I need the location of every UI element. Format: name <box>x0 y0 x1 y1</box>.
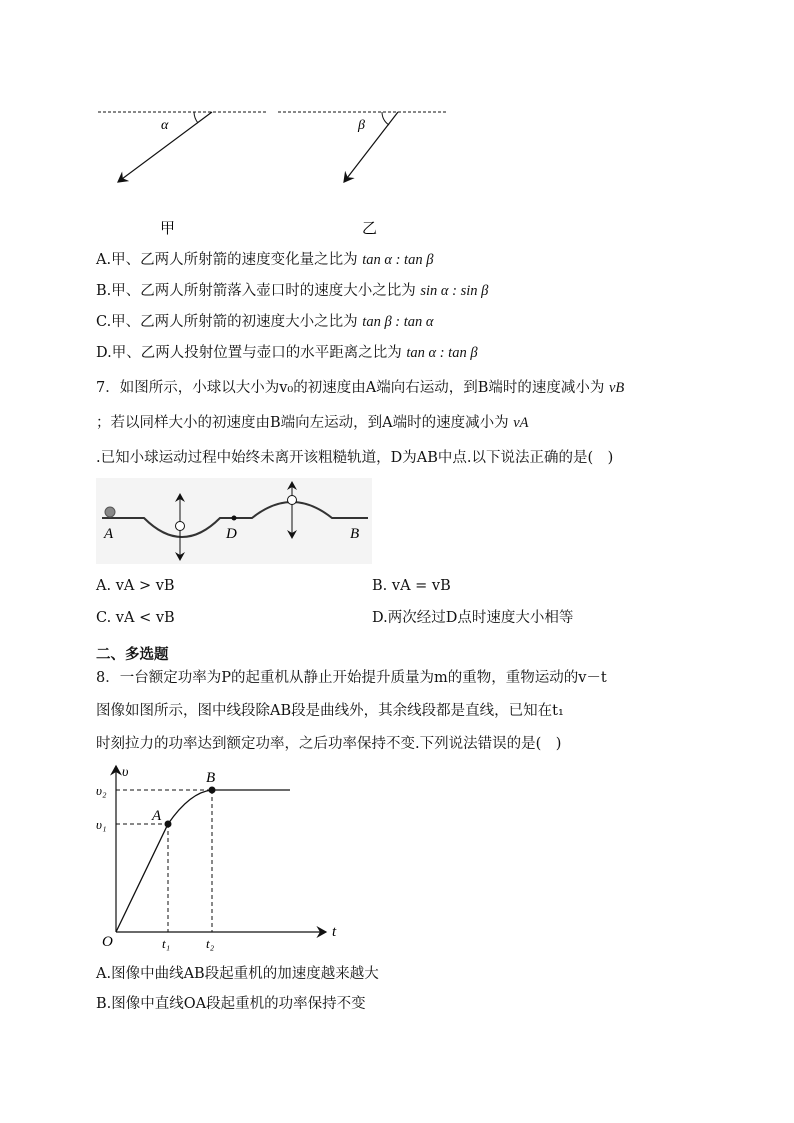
q6-figure <box>90 100 460 240</box>
q6-option-a-math: tan α : tan β <box>362 252 434 268</box>
label-a: A <box>104 526 114 542</box>
q7-line-1 <box>96 378 624 398</box>
left-angle-label: α <box>161 118 169 133</box>
q6-option-a <box>96 250 433 270</box>
q7-line-3: .已知小球运动过程中始终未离开该粗糙轨道，D为AB中点.以下说法正确的是( ) <box>96 450 614 466</box>
hill-ball <box>288 496 297 505</box>
q6-option-c-text: C.甲、乙两人所射箭的初速度大小之比为 <box>96 314 358 330</box>
v-axis-label: υ <box>122 765 129 780</box>
q8-line-2: 图像如图所示，图中线段除AB段是曲线外，其余线段都是直线，已知在t₁ <box>96 703 564 719</box>
q7-option-b: B. vA = vB <box>372 578 451 594</box>
q7-line-1-text: 7．如图所示，小球以大小为v₀的初速度由A端向右运动，到B端时的速度减小为 <box>96 380 605 396</box>
point-a <box>165 821 172 828</box>
q6-option-d-text: D.甲、乙两人投射位置与壶口的水平距离之比为 <box>96 345 402 361</box>
q7-figure <box>96 478 372 564</box>
q7-option-d: D.两次经过D点时速度大小相等 <box>372 610 574 626</box>
origin-label: O <box>102 934 113 950</box>
right-angle-label: β <box>358 118 365 133</box>
valley-ball <box>176 522 185 531</box>
right-arrow <box>344 112 398 182</box>
q6-option-c <box>96 312 434 332</box>
q6-option-d <box>96 343 478 363</box>
v1-label: υ₁ <box>96 817 107 832</box>
q6-option-b-text: B.甲、乙两人所射箭落入壶口时的速度大小之比为 <box>96 283 416 299</box>
point-a-label: A <box>152 808 162 824</box>
t1-label: t₁ <box>162 936 171 951</box>
q7-option-a: A. vA > vB <box>96 578 175 594</box>
right-caption: 乙 <box>362 221 378 237</box>
q8-graph <box>94 760 344 955</box>
t2-label: t₂ <box>206 936 215 951</box>
q7-line-2 <box>96 413 529 433</box>
q8-line-3: 时刻拉力的功率达到额定功率，之后功率保持不变.下列说法错误的是( ) <box>96 736 562 752</box>
section-title: 二、多选题 <box>96 646 169 663</box>
q8-option-a: A.图像中曲线AB段起重机的加速度越来越大 <box>96 966 379 982</box>
q7-line-1-math: vB <box>608 380 625 396</box>
point-b-label: B <box>206 770 216 786</box>
figure-background <box>96 478 372 564</box>
q8-option-b: B.图像中直线OA段起重机的功率保持不变 <box>96 996 366 1012</box>
ball <box>105 507 115 517</box>
label-d: D <box>226 526 237 542</box>
q7-option-c: C. vA < vB <box>96 610 175 626</box>
right-angle-arc <box>382 112 389 125</box>
point-b <box>209 787 216 794</box>
q6-option-a-text: A.甲、乙两人所射箭的速度变化量之比为 <box>96 252 358 268</box>
label-b: B <box>350 526 360 542</box>
v-t-curve <box>116 790 290 932</box>
left-caption: 甲 <box>160 221 176 237</box>
v2-label: υ₂ <box>96 783 107 798</box>
q7-line-2-text: ；若以同样大小的初速度由B端向左运动，到A端时的速度减小为 <box>96 415 509 431</box>
q7-line-2-math: vA <box>513 415 529 431</box>
midpoint-d <box>232 516 237 521</box>
q8-line-1: 8．一台额定功率为P的起重机从静止开始提升质量为m的重物，重物运动的v－t <box>96 670 607 686</box>
q6-option-b-math: sin α : sin β <box>420 283 489 299</box>
left-angle-arc <box>194 112 198 123</box>
q6-option-d-math: tan α : tan β <box>406 345 478 361</box>
t-axis-label: t <box>332 924 337 940</box>
q6-option-c-math: tan β : tan α <box>362 314 434 330</box>
q6-option-b <box>96 281 488 301</box>
